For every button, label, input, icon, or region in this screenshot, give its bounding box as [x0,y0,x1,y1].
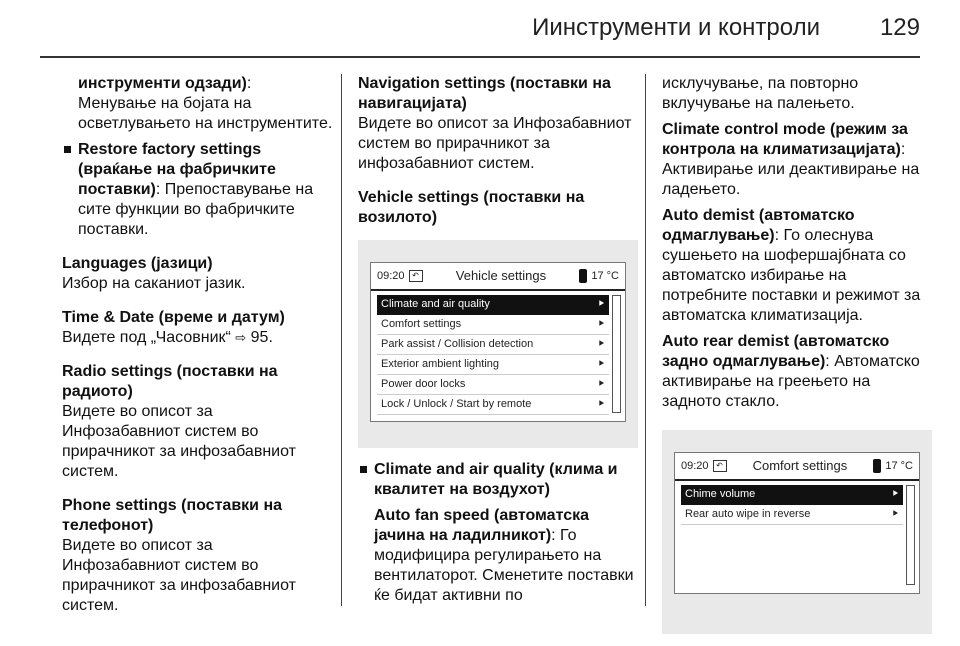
scrollbar[interactable] [612,295,621,413]
temp-value: 17 °C [591,270,619,282]
fan-speed-term: Auto fan speed (автоматска јачина на ладилникот) [374,507,589,544]
phone-settings-heading: Phone settings (поставки на телефонот) [62,497,282,534]
chevron-right-icon: ⯈ [597,299,605,310]
chevron-right-icon: ⯈ [597,319,605,330]
screen-time: 09:20 [681,460,709,472]
intro-term: инструменти одзади) [78,75,247,92]
intro-paragraph [62,74,334,134]
chevron-right-icon: ⯈ [891,489,899,500]
navigation-settings-text: Видете во описот за Инфозабавниот систем во прирачникот за инфозабавниот систем. [358,115,632,172]
chevron-right-icon: ⯈ [597,339,605,350]
vehicle-settings-screenshot [358,240,638,448]
menu-list [377,295,609,415]
restore-item [62,140,334,240]
temp-value: 17 °C [885,460,913,472]
page-number: 129 [879,14,920,41]
chevron-right-icon: ⯈ [891,509,899,520]
display-screen [370,262,626,422]
back-icon[interactable]: ↶ [713,460,727,472]
column-divider [341,74,342,606]
menu-item[interactable]: Park assist / Collision detection ⯈ [377,335,609,355]
scrollbar[interactable] [906,485,915,585]
bullet-icon [360,466,367,473]
time-date-ref-text: Видете под „Часовник“ [62,329,231,346]
header-rule [40,56,920,58]
auto-demist-term: Auto demist (автоматско одмаглување) [662,207,855,244]
navigation-settings-heading: Navigation settings (поставки на навигацијата) [358,75,611,112]
restore-term: Restore factory settings (враќање на фабричките поставки) [78,141,276,198]
column-divider [645,74,646,606]
page-header-title: Иинструменти и контроли [532,14,820,41]
time-date-text [62,328,334,348]
column-1 [62,74,334,616]
menu-item[interactable]: Chime volume ⯈ [681,485,903,505]
menu-item[interactable]: Rear auto wipe in reverse ⯈ [681,505,903,525]
time-date-ref-page[interactable]: 95. [250,329,273,346]
climate-mode-text: : Активирање или деактивирање на ладењето. [662,141,920,198]
comfort-settings-screenshot [662,430,932,634]
radio-settings-heading: Radio settings (поставки на радиото) [62,363,278,400]
thermometer-icon [873,459,881,473]
screen-title: Vehicle settings [455,268,547,283]
time-date-heading: Time & Date (време и датум) [62,309,285,326]
screen-header [371,263,625,291]
rear-demist-text: : Автоматско активирање на греењето на задното стакло. [662,353,920,410]
continuation-text: исклучување, па повторно вклучување на палењето. [662,75,859,112]
climate-bullet-text: Climate and air quality (клима и квалитет на воздухот) [374,461,618,498]
display-screen [674,452,920,594]
climate-mode-term: Climate control mode (режим за контрола на климатизацијата) [662,121,908,158]
fan-speed-text: : Го модифицира регулирањето на вентилаторот. Сменетите поставки ќе бидат активни по [374,527,634,604]
menu-item[interactable]: Lock / Unlock / Start by remote ⯈ [377,395,609,415]
menu-item[interactable]: Power door locks ⯈ [377,375,609,395]
rear-demist-term: Auto rear demist (автоматско задно одмаглување) [662,333,890,370]
screen-temp [873,456,913,476]
radio-settings-text: Видете во описот за Инфозабавниот систем во прирачникот за инфозабавниот систем. [62,403,296,480]
screen-time: 09:20 [377,270,405,282]
fan-speed-paragraph [358,506,638,606]
menu-list [681,485,903,525]
chevron-right-icon: ⯈ [597,359,605,370]
phone-settings-text: Видете во описот за Инфозабавниот систем во прирачникот за инфозабавниот систем. [62,537,296,614]
chevron-right-icon: ⯈ [597,399,605,410]
auto-demist-paragraph [662,206,932,326]
menu-item[interactable]: Climate and air quality ⯈ [377,295,609,315]
screen-title: Comfort settings [752,458,848,473]
languages-heading: Languages (јазици) [62,255,213,272]
chevron-right-icon: ⯈ [597,379,605,390]
back-icon[interactable]: ↶ [409,270,423,282]
auto-demist-text: : Го олеснува сушењето на шофершајбната со автоматско избирање на потребните поставки и режимот за автоматска климатизација. [662,227,921,324]
languages-text: Избор на саканиот јазик. [62,275,246,292]
menu-item[interactable]: Exterior ambient lighting ⯈ [377,355,609,375]
menu-item[interactable]: Comfort settings ⯈ [377,315,609,335]
page-ref-icon: ⇨ [235,330,247,345]
intro-text: : Менување на бојата на осветлувањето на инструментите. [78,75,333,132]
column-2 [358,74,638,606]
thermometer-icon [579,269,587,283]
screen-temp [579,266,619,286]
climate-bullet [358,460,638,500]
screen-header [675,453,919,481]
vehicle-settings-heading: Vehicle settings (поставки на возилото) [358,189,585,226]
restore-text: : Препоставување на сите функции во фабричките поставки. [78,181,314,238]
rear-demist-paragraph [662,332,932,412]
column-3 [662,74,932,646]
climate-mode-paragraph [662,120,932,200]
bullet-icon [64,146,71,153]
